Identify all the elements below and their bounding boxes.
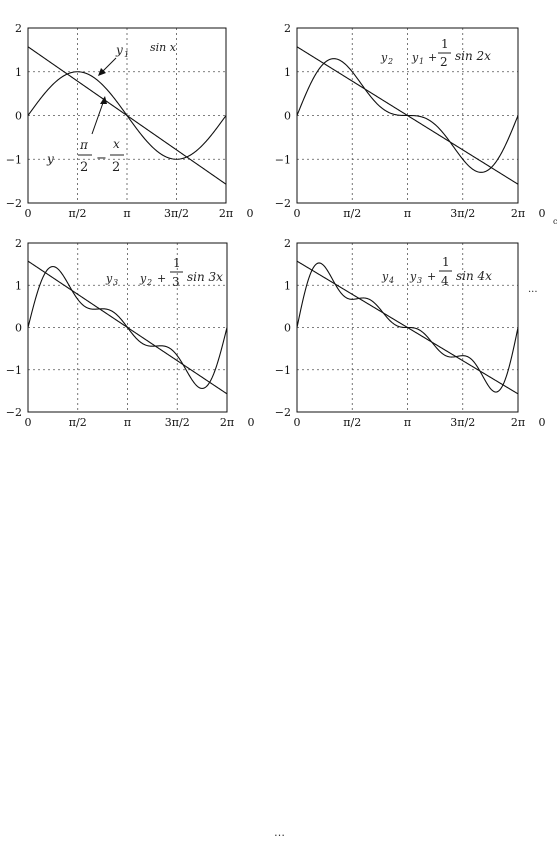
x-tick-label: π — [403, 416, 412, 429]
anno-plus: + — [428, 51, 438, 64]
x-tick-label: π — [123, 416, 132, 429]
anno-frac-den: 4 — [441, 274, 449, 288]
x-tick-label: π/2 — [343, 207, 362, 220]
x-tick-label: 0 — [24, 416, 32, 429]
anno-lhs: y — [106, 272, 113, 285]
annotations-bottom-left — [105, 256, 223, 289]
x-tick-label: 0 — [293, 416, 301, 429]
arrow-line — [92, 100, 104, 134]
x-tick-label: π/2 — [343, 416, 362, 429]
y-tick-label: −2 — [5, 197, 22, 210]
anno-rhs-prev-sub: 2 — [147, 278, 153, 287]
panel-bottom-left — [6, 237, 255, 429]
x-tick-label: 2π — [218, 207, 234, 220]
x-tick-label: π/2 — [68, 416, 87, 429]
anno-rhs-prev: y — [410, 270, 417, 283]
y-tick-label: −2 — [274, 406, 291, 419]
y-tick-label: −2 — [274, 197, 291, 210]
y-tick-label: 0 — [284, 109, 291, 123]
anno-lhs-sub: 3 — [113, 278, 119, 287]
anno-y1-expr: sin x — [150, 41, 176, 54]
y-tick-label: 2 — [284, 237, 291, 250]
anno-frac-den: 2 — [440, 55, 448, 69]
anno-minus: − — [96, 151, 107, 166]
anno-frac-den: 3 — [172, 275, 180, 289]
anno-frac2-num: x — [113, 137, 120, 151]
y-tick-label: 0 — [15, 321, 22, 335]
anno-lhs-sub: 4 — [389, 276, 395, 285]
x-tick-label: π/2 — [68, 207, 87, 220]
anno-plus: + — [427, 270, 437, 283]
anno-term: sin 3x — [187, 270, 223, 284]
trailing-dots: ... — [528, 284, 538, 295]
anno-y1-label: y — [116, 43, 123, 57]
y-tick-label: 2 — [284, 22, 291, 35]
x-tick-label: 3π/2 — [164, 207, 189, 220]
y-tick-label: 1 — [284, 65, 291, 79]
x-tick-label: 3π/2 — [164, 416, 190, 429]
ticks-top-left — [6, 22, 254, 220]
y-tick-label: −1 — [5, 153, 22, 167]
panel-top-left — [6, 22, 254, 220]
anno-term: sin 4x — [456, 269, 492, 283]
y-tick-label: 2 — [15, 237, 22, 250]
x-tick-label: π — [403, 207, 412, 220]
y-tick-label: 1 — [15, 65, 22, 79]
page-footer: … — [274, 826, 285, 839]
x-end-label: 0 — [538, 207, 546, 220]
x-tick-label: 3π/2 — [450, 207, 476, 220]
x-tick-label: 3π/2 — [450, 416, 476, 429]
annotations-bottom-right — [381, 255, 538, 295]
x-tick-label: 2π — [219, 416, 235, 429]
y-tick-label: 0 — [15, 109, 22, 123]
ticks-bottom-right — [275, 237, 546, 429]
anno-rhs-prev: y — [412, 51, 419, 64]
anno-lhs: y — [381, 51, 388, 64]
anno-frac-num: 1 — [173, 256, 181, 270]
anno-frac-num: 1 — [441, 37, 449, 51]
annotations-top-right — [380, 37, 491, 69]
y-tick-label: 1 — [15, 279, 22, 293]
x-tick-label: π — [123, 207, 131, 220]
anno-lhs-sub: 2 — [388, 57, 394, 66]
y-tick-label: −1 — [274, 363, 291, 377]
stray-mark: c — [553, 217, 558, 226]
y-tick-label: −1 — [274, 153, 291, 167]
panel-bottom-right — [275, 237, 546, 429]
anno-frac-num: 1 — [442, 255, 450, 269]
y-tick-label: 2 — [15, 22, 22, 35]
y-tick-label: −1 — [5, 363, 22, 377]
x-end-label: 0 — [247, 416, 255, 429]
anno-frac1-den: 2 — [80, 160, 89, 175]
y-tick-label: 0 — [284, 321, 291, 335]
panel-top-right — [275, 22, 546, 220]
anno-rhs-prev: y — [140, 272, 147, 285]
anno-y-label: y — [47, 152, 54, 166]
x-tick-label: 0 — [24, 207, 32, 220]
ticks-bottom-left — [6, 237, 255, 429]
x-end-label: 0 — [538, 416, 546, 429]
anno-frac1-num: π — [80, 138, 88, 152]
y-tick-label: 1 — [284, 279, 291, 293]
annotations-top-left — [46, 41, 177, 175]
anno-lhs: y — [382, 270, 389, 283]
x-tick-label: 0 — [293, 207, 301, 220]
ticks-top-right — [275, 22, 546, 220]
x-tick-label: 2π — [510, 207, 526, 220]
y-tick-label: −2 — [5, 406, 22, 419]
anno-frac2-den: 2 — [112, 160, 121, 175]
anno-y1-sub: 1 — [124, 50, 130, 59]
anno-term: sin 2x — [455, 49, 491, 63]
anno-rhs-prev-sub: 1 — [419, 57, 425, 66]
x-tick-label: 2π — [510, 416, 526, 429]
x-end-label: 0 — [246, 207, 254, 220]
anno-plus: + — [157, 272, 167, 285]
anno-rhs-prev-sub: 3 — [417, 276, 423, 285]
